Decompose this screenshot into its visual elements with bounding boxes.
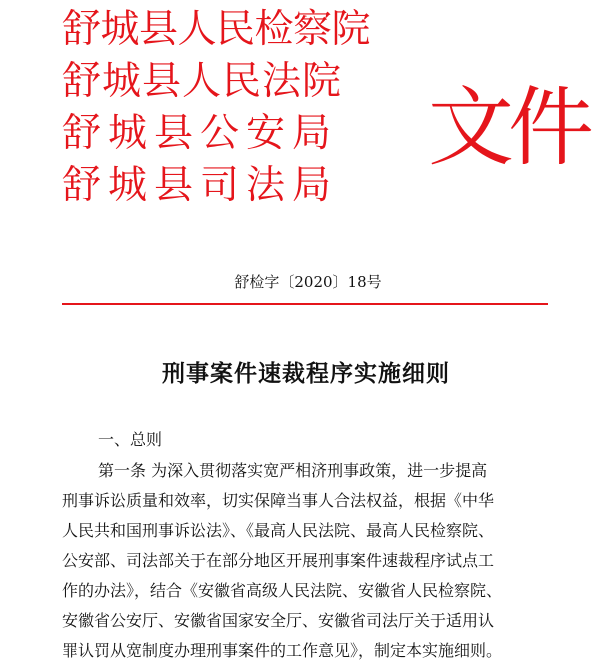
article-line: 公安部、司法部关于在部分地区开展刑事案件速裁程序试点工 — [62, 551, 495, 570]
red-divider — [62, 303, 548, 305]
document-title: 刑事案件速裁程序实施细则 — [162, 361, 450, 387]
issuer-public-security: 舒城县公安局 — [62, 111, 339, 156]
section-heading: 一、总则 — [98, 430, 163, 449]
article-line: 人民共和国刑事诉讼法》、《最高人民法院、最高人民检察院、 — [62, 521, 495, 540]
article-line: 第一条 为深入贯彻落实宽严相济刑事政策，进一步提高 — [98, 461, 488, 480]
issuing-authorities — [62, 4, 422, 212]
issuer-procuratorate: 舒城县人民检察院 — [62, 7, 371, 52]
article-line: 罪认罚从宽制度办理刑事案件的工作意见》，制定本实施细则。 — [62, 641, 503, 660]
document-label: 文件 — [428, 78, 588, 178]
article-line: 刑事诉讼质量和效率，切实保障当事人合法权益，根据《中华 — [62, 491, 495, 510]
article-line: 安徽省公安厅、安徽省国家安全厅、安徽省司法厅关于适用认 — [62, 611, 495, 630]
article-body — [62, 456, 550, 666]
document-header — [0, 0, 600, 230]
article-line: 作的办法》，结合《安徽省高级人民法院、安徽省人民检察院、 — [62, 581, 503, 600]
issuer-justice-bureau: 舒城县司法局 — [62, 163, 339, 208]
issuer-court: 舒城县人民法院 — [62, 59, 343, 104]
document-number: 舒检字〔2020〕18号 — [234, 273, 382, 291]
